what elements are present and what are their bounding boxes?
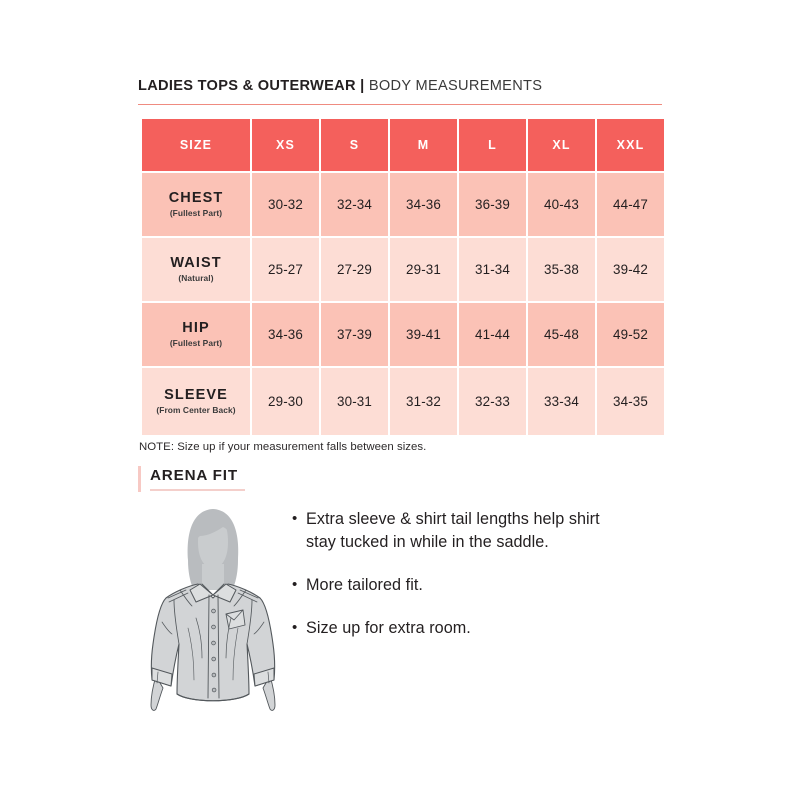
arena-fit-underline bbox=[150, 489, 245, 491]
title-primary: LADIES TOPS & OUTERWEAR bbox=[138, 78, 356, 94]
cell-chest-xl: 40-43 bbox=[528, 173, 595, 236]
cell-waist-xl: 35-38 bbox=[528, 238, 595, 301]
row-label-main: CHEST bbox=[168, 189, 224, 206]
title-separator: | bbox=[355, 78, 369, 94]
cell-sleeve-xs: 29-30 bbox=[252, 368, 319, 435]
cell-chest-m: 34-36 bbox=[390, 173, 457, 236]
title-secondary: BODY MEASUREMENTS bbox=[368, 78, 543, 94]
cell-chest-s: 32-34 bbox=[321, 173, 388, 236]
list-item bbox=[292, 508, 622, 554]
cell-hip-xl: 45-48 bbox=[528, 303, 595, 366]
column-header-xl: XL bbox=[528, 119, 595, 171]
list-item-text: Extra sleeve & shirt tail lengths help shirt stay tucked in while in the saddle. bbox=[306, 510, 600, 551]
cell-chest-xs: 30-32 bbox=[252, 173, 319, 236]
row-label-sub: (Fullest Part) bbox=[169, 208, 223, 219]
row-label-main: SLEEVE bbox=[164, 386, 228, 403]
cell-sleeve-l: 32-33 bbox=[459, 368, 526, 435]
table-body bbox=[142, 173, 664, 435]
body-measurements-table bbox=[140, 117, 666, 437]
row-label-sub: (Fullest Part) bbox=[169, 338, 223, 349]
column-header-size: SIZE bbox=[142, 119, 250, 171]
table-row-chest bbox=[142, 173, 664, 236]
table-row-waist bbox=[142, 238, 664, 301]
row-label-chest bbox=[142, 173, 250, 236]
title-divider bbox=[138, 104, 662, 105]
cell-hip-xxl: 49-52 bbox=[597, 303, 664, 366]
sizing-note: NOTE: Size up if your measurement falls between sizes. bbox=[139, 441, 427, 453]
row-label-sub: (Natural) bbox=[178, 273, 214, 284]
list-item bbox=[292, 574, 622, 597]
cell-sleeve-s: 30-31 bbox=[321, 368, 388, 435]
row-label-main: HIP bbox=[182, 319, 210, 336]
column-header-m: M bbox=[390, 119, 457, 171]
cell-sleeve-xxl: 34-35 bbox=[597, 368, 664, 435]
row-label-main: WAIST bbox=[170, 254, 222, 271]
list-item-text: More tailored fit. bbox=[306, 576, 423, 594]
cell-waist-xs: 25-27 bbox=[252, 238, 319, 301]
bullet-icon: • bbox=[292, 510, 298, 527]
cell-waist-s: 27-29 bbox=[321, 238, 388, 301]
cell-hip-xs: 34-36 bbox=[252, 303, 319, 366]
table-row-sleeve bbox=[142, 368, 664, 435]
row-label-sub: (From Center Back) bbox=[156, 405, 236, 416]
shirt-illustration bbox=[138, 498, 288, 730]
cell-hip-l: 41-44 bbox=[459, 303, 526, 366]
cell-chest-l: 36-39 bbox=[459, 173, 526, 236]
table-header-row bbox=[142, 119, 664, 171]
cell-waist-m: 29-31 bbox=[390, 238, 457, 301]
bullet-icon: • bbox=[292, 576, 298, 593]
list-item-text: Size up for extra room. bbox=[306, 619, 471, 637]
page-title bbox=[138, 78, 662, 96]
accent-bar bbox=[138, 466, 141, 492]
table-header bbox=[142, 119, 664, 171]
arena-fit-bullet-list bbox=[292, 508, 622, 660]
column-header-xs: XS bbox=[252, 119, 319, 171]
arena-fit-heading-block bbox=[138, 466, 388, 491]
woman-in-button-down-shirt-icon bbox=[138, 498, 288, 730]
cell-chest-xxl: 44-47 bbox=[597, 173, 664, 236]
list-item bbox=[292, 617, 622, 640]
arena-fit-heading: ARENA FIT bbox=[150, 467, 238, 484]
cell-sleeve-m: 31-32 bbox=[390, 368, 457, 435]
row-label-waist bbox=[142, 238, 250, 301]
column-header-s: S bbox=[321, 119, 388, 171]
cell-sleeve-xl: 33-34 bbox=[528, 368, 595, 435]
cell-waist-l: 31-34 bbox=[459, 238, 526, 301]
table-row-hip bbox=[142, 303, 664, 366]
title-block bbox=[138, 78, 662, 105]
cell-hip-m: 39-41 bbox=[390, 303, 457, 366]
column-header-xxl: XXL bbox=[597, 119, 664, 171]
row-label-sleeve bbox=[142, 368, 250, 435]
row-label-hip bbox=[142, 303, 250, 366]
bullet-icon: • bbox=[292, 619, 298, 636]
cell-waist-xxl: 39-42 bbox=[597, 238, 664, 301]
cell-hip-s: 37-39 bbox=[321, 303, 388, 366]
column-header-l: L bbox=[459, 119, 526, 171]
